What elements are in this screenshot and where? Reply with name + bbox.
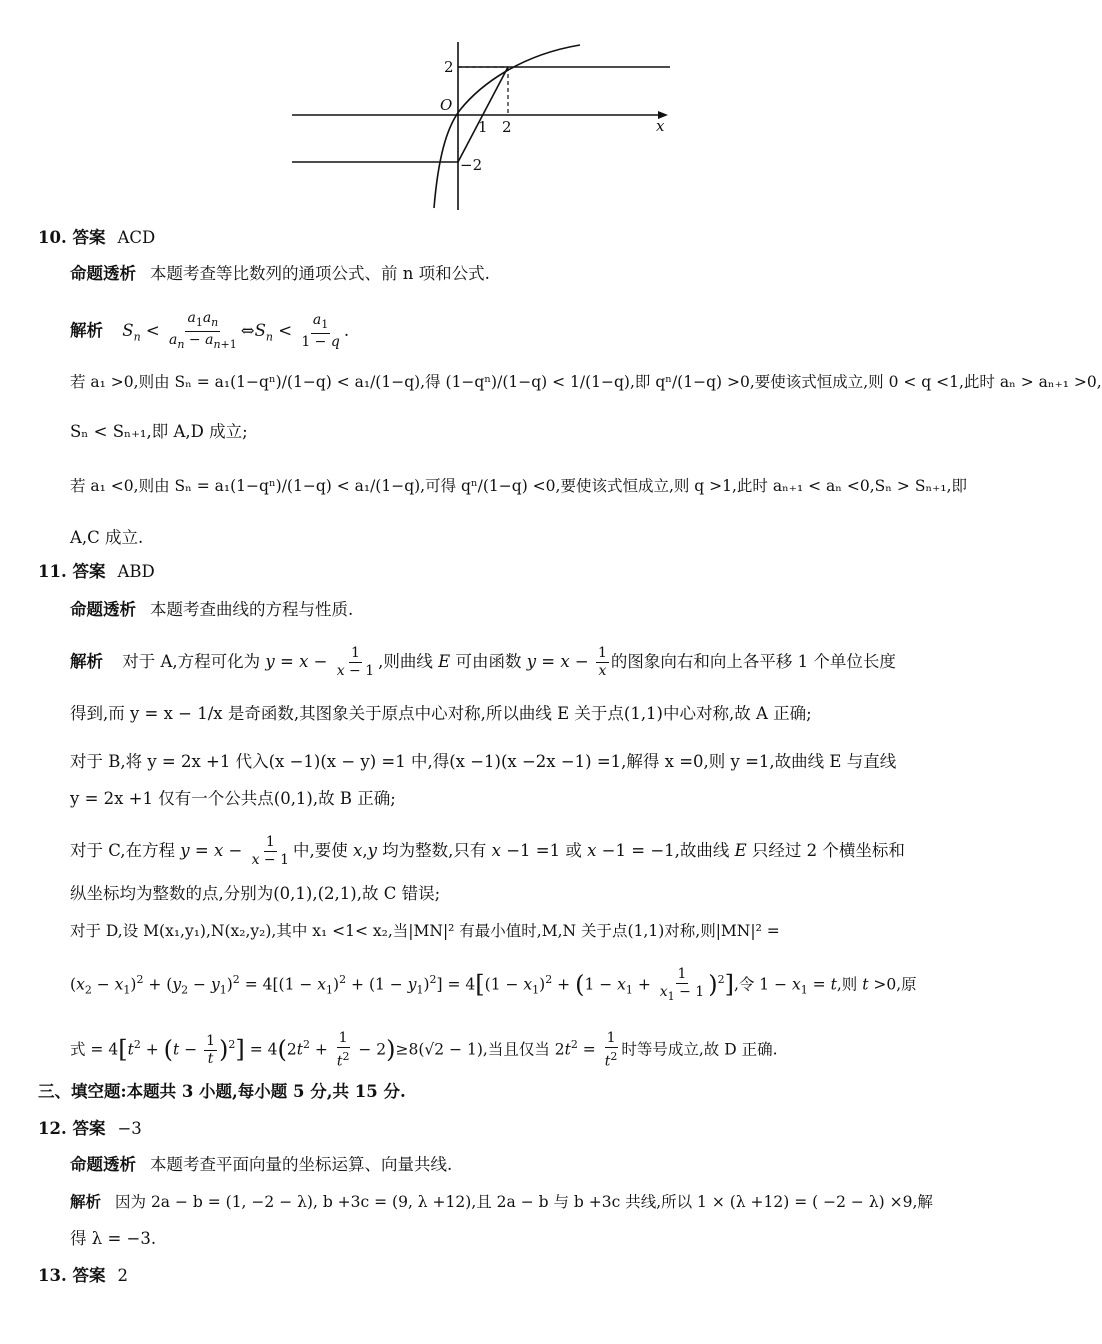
q10-answer: ACD: [117, 228, 156, 247]
q12-analysis-label: 解析: [70, 1192, 102, 1211]
q11-line-d2: 纵坐标均为整数的点,分别为(0,1),(2,1),故 C 错误;: [70, 884, 441, 903]
q12-intent-text: 本题考查平面向量的坐标运算、向量共线.: [150, 1155, 453, 1174]
q10-line-a: 若 a₁ >0,则由 Sₙ = a₁(1−qⁿ)/(1−q) < a₁/(1−q),得 (1−qⁿ)/(1−q) < 1/(1−q),即 qⁿ/(1−q) >0,要使该式恒成立,则 0 < q <1,此时 aₙ > aₙ₊₁ >0,: [70, 373, 1102, 391]
q10-analysis-row: [70, 310, 349, 353]
q11-line-b2: 得到,而 y = x − 1/x 是奇函数,其图象关于原点中心对称,所以曲线 E 关于点(1,1)中心对称,故 A 正确;: [70, 704, 812, 723]
q11-intent-row: [70, 598, 353, 622]
axis-label-x: x: [656, 117, 665, 135]
q11-intent-text: 本题考查曲线的方程与性质.: [150, 600, 354, 619]
q11-line-c2: y = 2x +1 仅有一个公共点(0,1),故 B 正确;: [70, 789, 396, 808]
q10-heading: 10. 答案: [38, 228, 106, 247]
q12-intent-row: [70, 1153, 452, 1177]
q13-heading: 13. 答案: [38, 1266, 106, 1285]
q11-line-e2: $(x_2 - x_1)^2 + (y_2 - y_1)^2 = 4[(1 - x_1)^2 + (1 - y_1)^2] = 4[(1 - x_1)^2 + (1 - x_1$ + $\frac{1}{x_1 - 1}$ )$^2$],令 $1 - x_1 = t$,则 t >0,原: [70, 966, 917, 1003]
q12-heading: 12. 答案: [38, 1119, 106, 1138]
q10-analysis-label: 解析: [70, 320, 103, 340]
q13-heading-row: [38, 1264, 128, 1288]
q10-line-d: A,C 成立.: [70, 528, 144, 547]
q11-line-e1: 对于 D,设 M(x₁,y₁),N(x₂,y₂),其中 x₁ <1< x₂,当|MN|² 有最小值时,M,N 关于点(1,1)对称,则|MN|² =: [70, 922, 780, 940]
q10-heading-row: [38, 226, 155, 250]
tick-label-x-1: 1: [478, 118, 488, 136]
q11-analysis-row: [70, 645, 896, 680]
q11-line-d1: 对于 C,在方程 y = x − $\frac{1}{x - 1}$ 中,要使 x,y 均为整数,只有 x −1 =1 或 x −1 = −1,故曲线 E 只经过 2 个横坐标和: [70, 834, 905, 868]
q10-intent-text: 本题考查等比数列的通项公式、前 n 项和公式.: [150, 264, 490, 283]
q12-heading-row: [38, 1117, 142, 1141]
q12-intent-label: 命题透析: [70, 1155, 136, 1174]
q10-formula-main: $S_n$ < $\frac{a_1a_n}{a_n - a_{n+1}}$ $\Leftrightarrow S_n$ < $\frac{a_1}{1 - q}$ .: [122, 310, 350, 351]
q10-line-c: 若 a₁ <0,则由 Sₙ = a₁(1−qⁿ)/(1−q) < a₁/(1−q),可得 qⁿ/(1−q) <0,要使该式恒成立,则 q >1,此时 aₙ₊₁ < aₙ <0,Sₙ > Sₙ₊₁,即: [70, 477, 967, 495]
q10-line-b: Sₙ < Sₙ₊₁,即 A,D 成立;: [70, 422, 248, 441]
tick-label-x-2: 2: [502, 118, 512, 136]
q11-line-a: 对于 A,方程可化为 y = x − $\frac{1}{x - 1}$ ,则曲线 E 可由函数 y = x − $\frac{1}{x}$ 的图象向右和向上各平移 1 个单位长度: [122, 645, 896, 679]
q11-line-c1: 对于 B,将 y = 2x +1 代入(x −1)(x − y) =1 中,得(x −1)(x −2x −1) =1,解得 x =0,则 y =1,故曲线 E 与直线: [70, 752, 897, 771]
q11-answer: ABD: [117, 562, 155, 581]
q10-intent-row: [70, 262, 490, 286]
q11-heading-row: [38, 560, 155, 584]
tick-label-y-neg2: −2: [460, 156, 483, 174]
section3-heading: 三、填空题:本题共 3 小题,每小题 5 分,共 15 分.: [38, 1082, 406, 1101]
function-graph-figure: [280, 40, 680, 215]
q10-intent-label: 命题透析: [70, 264, 136, 283]
q12-analysis-text2: 得 λ = −3.: [70, 1229, 157, 1248]
tick-label-y-2: 2: [444, 58, 454, 76]
q11-heading: 11. 答案: [38, 562, 106, 581]
q12-analysis-row: [70, 1190, 933, 1214]
q12-analysis-text: 因为 2a − b = (1, −2 − λ), b +3c = (9, λ +12),且 2a − b 与 b +3c 共线,所以 1 × (λ +12) = ( −2 − λ) ×9,解: [115, 1193, 933, 1211]
q11-line-e3: 式 = $4[t^2 + (t$ − $\frac{1}{t}$ )$^2] = 4(2t^2$ + $\frac{1}{t^2}$ − 2)≥8(√2 − 1),当且仅当 $2t^2$ = $\frac{1}{t^2}$ 时等号成立,故 D 正确.: [70, 1030, 778, 1070]
q11-analysis-label: 解析: [70, 652, 103, 671]
q11-intent-label: 命题透析: [70, 600, 136, 619]
q12-answer: −3: [117, 1119, 142, 1138]
origin-label: O: [440, 96, 453, 114]
q13-answer: 2: [117, 1266, 128, 1285]
